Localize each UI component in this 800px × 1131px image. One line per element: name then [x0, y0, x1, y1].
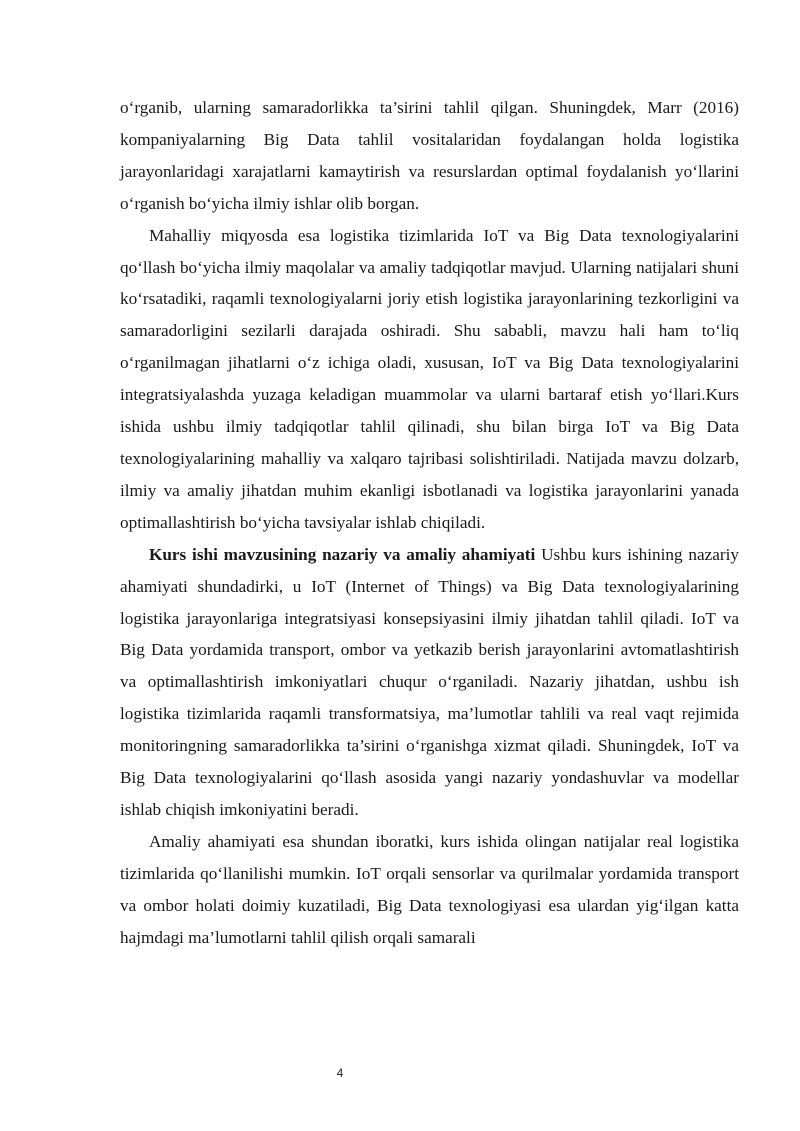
paragraph-significance-text: Ushbu kurs ishining nazariy ahamiyati shundadirki, u IoT (Internet of Things) va Big Data texnologiyalarining logistika jarayonlariga integratsiyasi konsepsiyasini ilmiy jihatdan tahlil qiladi. IoT va Big Data yordamida transport, ombor va yetkazib berish jarayonlarini avtomatlashtirish va optimallashtirish imkoniyatlari chuqur o‘rganiladi. Nazariy jihatdan, ushbu ish logistika tizimlarida raqamli transformatsiya, ma’lumotlar tahlili va real vaqt rejimida monitoringning samaradorlikka ta’sirini o‘rganishga xizmat qiladi. Shuningdek, IoT va Big Data texnologiyalarini qo‘llash asosida yangi nazariy yondashuvlar va modellar ishlab chiqish imkoniyatini beradi.	[120, 544, 739, 819]
paragraph-practical-significance: Amaliy ahamiyati esa shundan iboratki, kurs ishida olingan natijalar real logistika tizimlarida qo‘llanilishi mumkin. IoT orqali sensorlar va qurilmalar yordamida transport va ombor holati doimiy kuzatiladi, Big Data texnologiyasi esa ulardan yig‘ilgan katta hajmdagi ma’lumotlarni tahlil qilish orqali samarali	[120, 831, 739, 947]
paragraph-continuation: o‘rganib, ularning samaradorlikka ta’sirini tahlil qilgan. Shuningdek, Marr (2016) kompaniyalarning Big Data tahlil vositalaridan foydalangan holda logistika jarayonlaridagi xarajatlarni kamaytirish va resurslardan optimal foydalanish yo‘llarini o‘rganish bo‘yicha ilmiy ishlar olib borgan.	[120, 98, 739, 213]
paragraph-local-research: Mahalliy miqyosda esa logistika tizimlarida IoT va Big Data texnologiyalarini qo‘llash bo‘yicha ilmiy maqolalar va amaliy tadqiqotlar mavjud. Ularning natijalari shuni ko‘rsatadiki, raqamli texnologiyalarni joriy etish logistika jarayonlarining tezkorligini va samaradorligini sezilarli darajada oshiradi. Shu sababli, mavzu hali ham to‘liq o‘rganilmagan jihatlarni o‘z ichiga oladi, xususan, IoT va Big Data texnologiyalarini integratsiyalashda yuzaga keladigan muammolar va ularni bartaraf etish yo‘llari.Kurs ishida ushbu ilmiy tadqiqotlar tahlil qilinadi, shu bilan birga IoT va Big Data texnologiyalarining mahalliy va xalqaro tajribasi solishtiriladi. Natijada mavzu dolzarb, ilmiy va amaliy jihatdan muhim ekanligi isbotlanadi va logistika jarayonlarini yanada optimallashtirish bo‘yicha tavsiyalar ishlab chiqiladi.	[120, 225, 739, 532]
paragraph-significance	[120, 539, 739, 826]
page-number: 4	[336, 1066, 344, 1080]
section-heading-inline: Kurs ishi mavzusining nazariy va amaliy ahamiyati	[149, 544, 536, 564]
document-page-body	[120, 92, 739, 953]
